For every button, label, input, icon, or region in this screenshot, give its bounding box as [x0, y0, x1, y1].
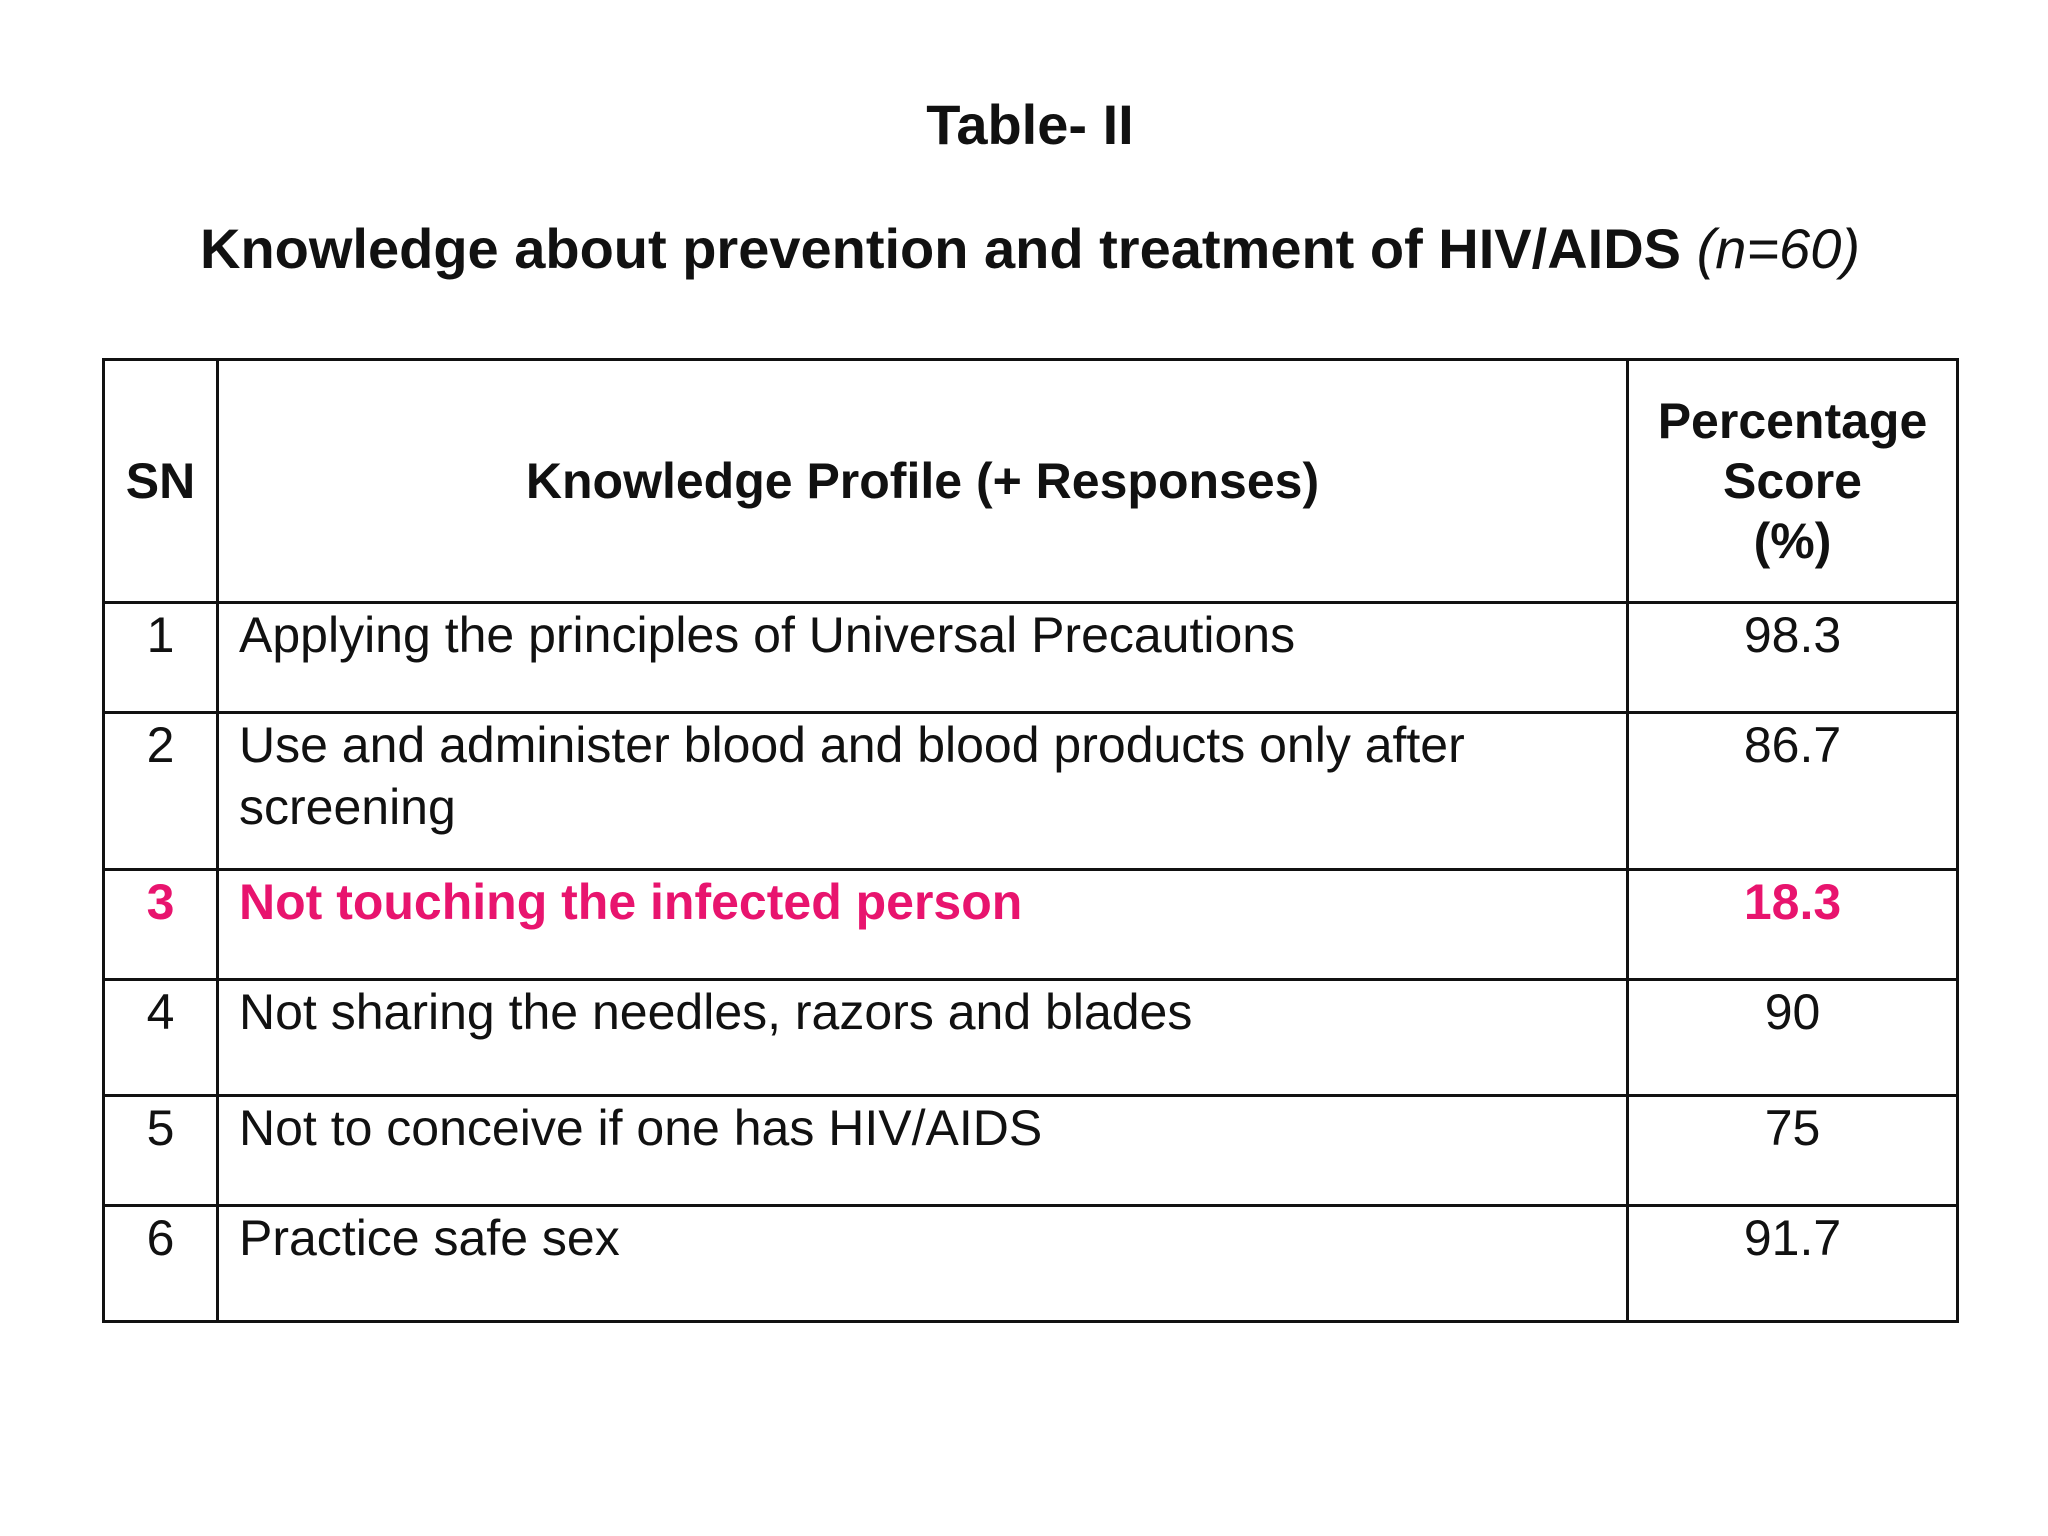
row-sn: 4	[104, 980, 218, 1096]
row-sn: 1	[104, 603, 218, 713]
header-score-line2: Score	[1723, 453, 1862, 509]
table-row	[104, 713, 1958, 870]
row-score: 90	[1628, 980, 1958, 1096]
table-row	[104, 603, 1958, 713]
row-sn: 5	[104, 1096, 218, 1206]
row-profile: Practice safe sex	[218, 1206, 1628, 1322]
row-profile: Use and administer blood and blood products only after screening	[218, 713, 1628, 870]
row-profile: Not sharing the needles, razors and blades	[218, 980, 1628, 1096]
row-score: 86.7	[1628, 713, 1958, 870]
table-label: Table- II	[926, 93, 1134, 156]
table-row-highlighted	[104, 870, 1958, 980]
header-score-line3: (%)	[1753, 513, 1832, 569]
row-sn: 2	[104, 713, 218, 870]
table-row	[104, 1096, 1958, 1206]
row-score: 91.7	[1628, 1206, 1958, 1322]
table-row	[104, 980, 1958, 1096]
row-score: 18.3	[1628, 870, 1958, 980]
table-header-row	[104, 360, 1958, 603]
table-caption	[0, 216, 2048, 282]
row-sn: 3	[104, 870, 218, 980]
header-sn: SN	[104, 360, 218, 603]
row-profile: Not touching the infected person	[218, 870, 1628, 980]
caption-sample-size: (n=60)	[1696, 217, 1860, 280]
table-row	[104, 1206, 1958, 1322]
caption-main: Knowledge about prevention and treatment of HIV/AIDS	[200, 217, 1681, 280]
row-score: 98.3	[1628, 603, 1958, 713]
knowledge-table	[102, 358, 1959, 1323]
row-profile: Not to conceive if one has HIV/AIDS	[218, 1096, 1628, 1206]
row-profile: Applying the principles of Universal Precautions	[218, 603, 1628, 713]
row-sn: 6	[104, 1206, 218, 1322]
header-score	[1628, 360, 1958, 603]
row-score: 75	[1628, 1096, 1958, 1206]
header-score-line1: Percentage	[1657, 393, 1928, 449]
header-profile: Knowledge Profile (+ Responses)	[218, 360, 1628, 603]
